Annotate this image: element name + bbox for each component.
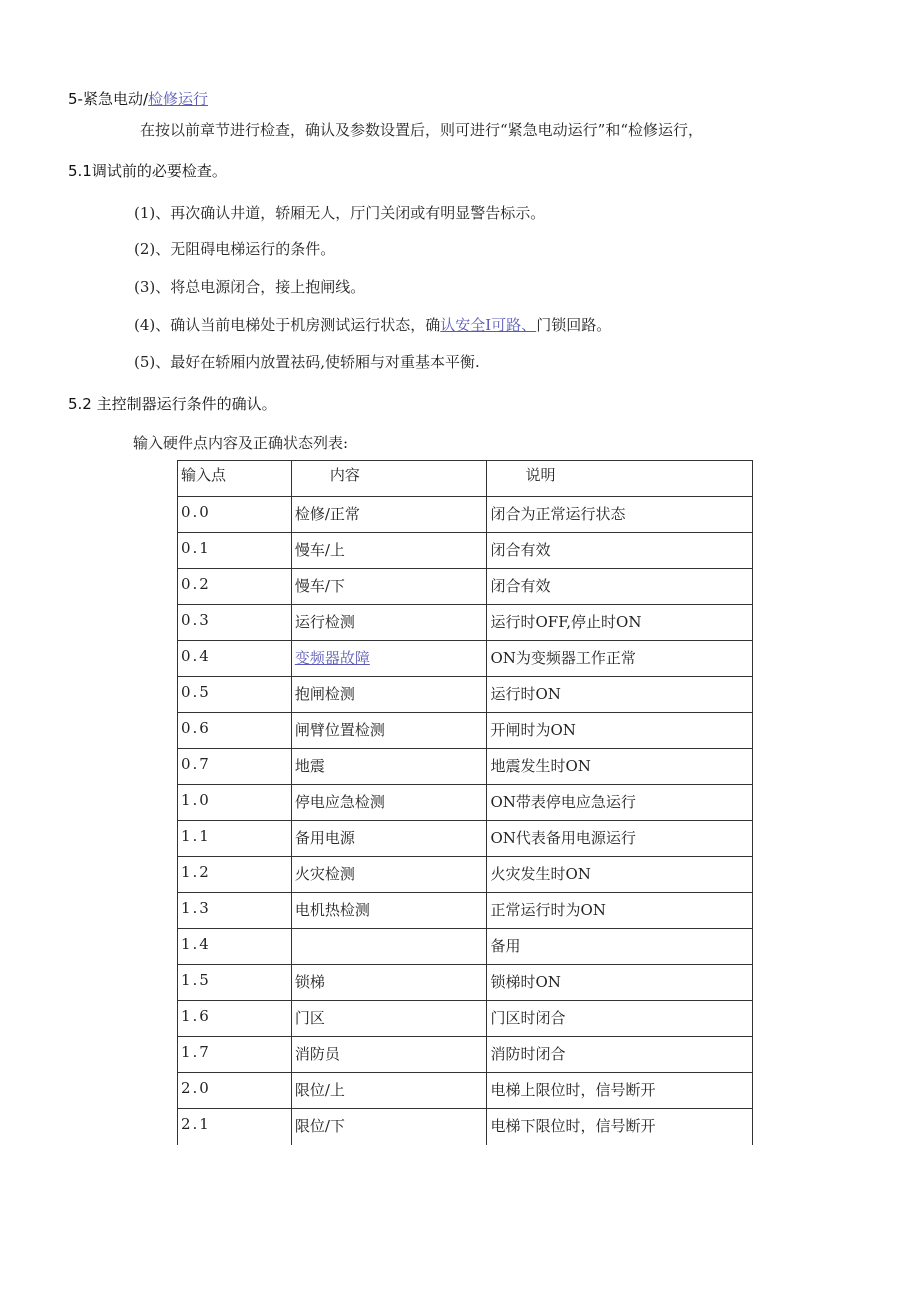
cell-description: 正常运行时为ON — [487, 893, 753, 929]
section-5-title-prefix: 5-紧急电动/ — [68, 90, 149, 108]
cell-content: 慢车/上 — [291, 533, 487, 569]
table-row — [178, 605, 753, 641]
cell-description: 备用 — [487, 929, 753, 965]
cell-description: 闭合有效 — [487, 569, 753, 605]
table-row — [178, 1109, 753, 1145]
cell-description: 电梯上限位时，信号断开 — [487, 1073, 753, 1109]
cell-content: 检修/正常 — [291, 497, 487, 533]
table-row — [178, 821, 753, 857]
cell-content: 备用电源 — [291, 821, 487, 857]
table-row — [178, 1037, 753, 1073]
section-5-2-heading: 5.2 主控制器运行条件的确认。 — [68, 395, 277, 413]
cell-description: 闭合为正常运行状态 — [487, 497, 753, 533]
table-row — [178, 965, 753, 1001]
cell-content: 限位/上 — [291, 1073, 487, 1109]
section-5-1-heading: 5.1调试前的必要检查。 — [68, 162, 227, 180]
cell-input-point: 1.1 — [178, 821, 292, 857]
cell-description: 火灾发生时ON — [487, 857, 753, 893]
cell-input-point: 0.7 — [178, 749, 292, 785]
cell-input-point: 0.6 — [178, 713, 292, 749]
cell-content: 限位/下 — [291, 1109, 487, 1145]
cell-content: 地震 — [291, 749, 487, 785]
table-caption: 输入硬件点内容及正确状态列表: — [133, 434, 349, 452]
cell-content: 锁梯 — [291, 965, 487, 1001]
table-row — [178, 929, 753, 965]
cell-content: 抱闸检测 — [291, 677, 487, 713]
header-description: 说明 — [487, 461, 753, 497]
cell-description: ON为变频器工作正常 — [487, 641, 753, 677]
input-points-table — [177, 460, 753, 1145]
cell-description: 电梯下限位时，信号断开 — [487, 1109, 753, 1145]
cell-description: ON带表停电应急运行 — [487, 785, 753, 821]
table-row — [178, 641, 753, 677]
cell-input-point: 1.5 — [178, 965, 292, 1001]
cell-description: 地震发生时ON — [487, 749, 753, 785]
cell-input-point: 2.0 — [178, 1073, 292, 1109]
cell-description: 运行时OFF,停止时ON — [487, 605, 753, 641]
cell-description: 门区时闭合 — [487, 1001, 753, 1037]
table-row — [178, 497, 753, 533]
check-item-1: (1)、再次确认井道，轿厢无人，厅门关闭或有明显警告标示。 — [134, 204, 546, 222]
safety-circuit-link[interactable]: 认安全I可路、 — [440, 316, 537, 334]
section-5-title-link[interactable]: 检修运行 — [148, 90, 209, 108]
cell-input-point: 1.2 — [178, 857, 292, 893]
table-row — [178, 677, 753, 713]
table-row — [178, 749, 753, 785]
cell-input-point: 0.5 — [178, 677, 292, 713]
table-row — [178, 893, 753, 929]
table-row — [178, 785, 753, 821]
cell-description: 闭合有效 — [487, 533, 753, 569]
cell-input-point: 1.4 — [178, 929, 292, 965]
cell-input-point: 1.3 — [178, 893, 292, 929]
cell-content: 闸臂位置检测 — [291, 713, 487, 749]
check-item-2: (2)、无阻碍电梯运行的条件。 — [134, 240, 336, 258]
cell-content — [291, 641, 487, 677]
table-row — [178, 1001, 753, 1037]
header-content: 内容 — [291, 461, 487, 497]
cell-description: 消防时闭合 — [487, 1037, 753, 1073]
table-row — [178, 713, 753, 749]
cell-content: 慢车/下 — [291, 569, 487, 605]
table-row — [178, 569, 753, 605]
cell-input-point: 0.1 — [178, 533, 292, 569]
cell-description: ON代表备用电源运行 — [487, 821, 753, 857]
section-5-heading — [68, 88, 208, 109]
check-item-4 — [134, 314, 611, 335]
header-input-point: 输入点 — [178, 461, 292, 497]
table-header-row — [178, 461, 753, 497]
check-item-4-text: (4)、确认当前电梯处于机房测试运行状态，确 — [134, 316, 441, 334]
cell-description: 开闸时为ON — [487, 713, 753, 749]
cell-content: 运行检测 — [291, 605, 487, 641]
table-row — [178, 533, 753, 569]
cell-input-point: 2.1 — [178, 1109, 292, 1145]
inverter-fault-link[interactable]: 变频器故障 — [294, 649, 370, 667]
cell-input-point: 1.0 — [178, 785, 292, 821]
cell-content: 消防员 — [291, 1037, 487, 1073]
cell-content: 门区 — [291, 1001, 487, 1037]
table-body — [178, 497, 753, 1145]
cell-input-point: 1.7 — [178, 1037, 292, 1073]
cell-description: 运行时ON — [487, 677, 753, 713]
cell-input-point: 1.6 — [178, 1001, 292, 1037]
cell-content: 电机热检测 — [291, 893, 487, 929]
cell-input-point: 0.4 — [178, 641, 292, 677]
check-item-3: (3)、将总电源闭合，接上抱闸线。 — [134, 278, 366, 296]
section-5-intro: 在按以前章节进行检查，确认及参数设置后，则可进行“紧急电动运行”和“检修运行， — [140, 121, 704, 139]
cell-input-point: 0.0 — [178, 497, 292, 533]
cell-input-point: 0.2 — [178, 569, 292, 605]
cell-content — [291, 929, 487, 965]
cell-description: 锁梯时ON — [487, 965, 753, 1001]
table-row — [178, 857, 753, 893]
table-row — [178, 1073, 753, 1109]
cell-input-point: 0.3 — [178, 605, 292, 641]
cell-content: 停电应急检测 — [291, 785, 487, 821]
cell-content: 火灾检测 — [291, 857, 487, 893]
check-item-4-tail: 门锁回路。 — [536, 316, 612, 334]
check-item-5: (5)、最好在轿厢内放置祛码,使轿厢与对重基本平衡. — [134, 353, 480, 371]
